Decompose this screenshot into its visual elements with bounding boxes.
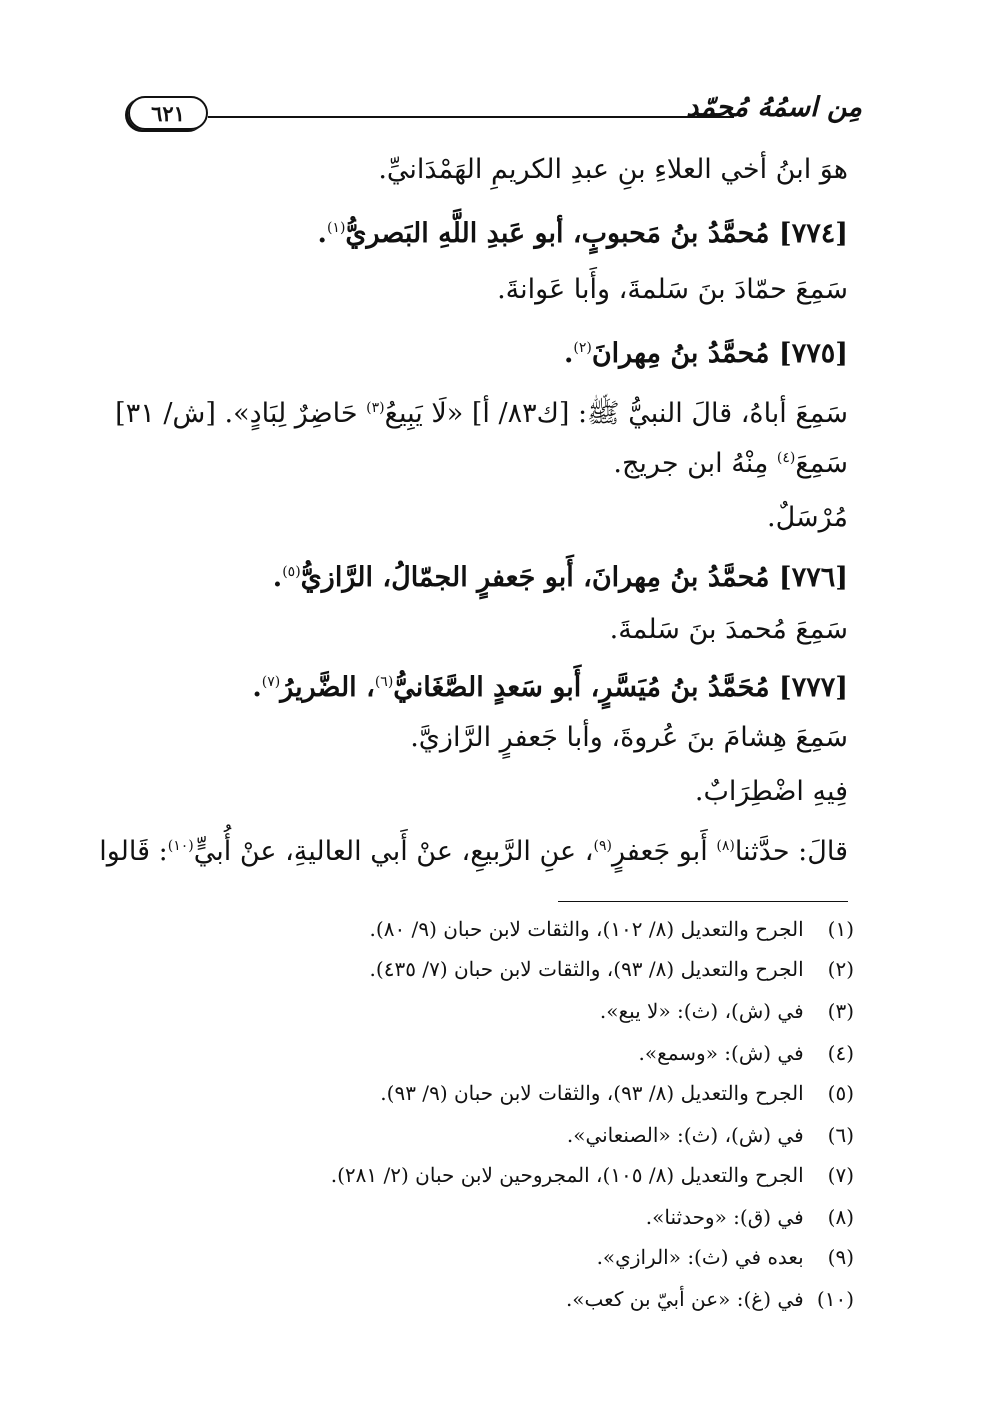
footnote-8 — [646, 1200, 854, 1234]
footnote-7 — [331, 1158, 854, 1192]
line-text: مُرْسَلٌ. — [766, 502, 848, 533]
line-text: . — [317, 218, 327, 249]
footnote-text: في (ش)، (ث): «لا يبع». — [599, 999, 804, 1023]
footnote-4 — [638, 1036, 854, 1070]
footnote-text: الجرح والتعديل (٨/ ٩٣)، والثقات لابن حبان (٩/ ٩٣). — [380, 1081, 804, 1105]
footnote-text: الجرح والتعديل (٨/ ١٠٥)، المجروحين لابن حبان (٢/ ٢٨١). — [330, 1163, 804, 1187]
footnote-ref: (٣) — [366, 400, 385, 416]
entry-heading-775 — [564, 328, 848, 368]
line-text: : قَالوا — [99, 836, 168, 867]
footnote-ref: (٢) — [573, 340, 592, 356]
line-text: . — [252, 672, 262, 703]
line-text: قالَ: حدَّثنا — [734, 836, 848, 867]
text-line — [115, 388, 848, 428]
text-line — [410, 718, 848, 758]
footnote-2 — [370, 952, 854, 986]
footnote-text: في (ق): «وحدثنا». — [645, 1205, 804, 1229]
line-text: سَمِعَ هِشامَ بنَ عُروةَ، وأبا جَعفرٍ الرَّازيَّ. — [410, 722, 848, 753]
entry-heading-776 — [273, 552, 848, 592]
footnote-ref: (٧) — [261, 674, 281, 690]
text-line — [378, 150, 848, 190]
footnote-ref: (٦) — [374, 674, 394, 690]
line-text: حَاضِرٌ لِبَادٍ». [ش/ ٣١] — [115, 398, 367, 429]
page-number: ٦٢١ — [128, 96, 208, 130]
footnote-number: (٧) — [827, 1163, 854, 1187]
footnote-number: (٣) — [827, 999, 854, 1023]
line-text: سَمِعَ حمّادَ بنَ سَلمةَ، وأَبا عَوانةَ. — [497, 274, 848, 305]
line-text: سَمِعَ أباهُ، قالَ النبيُّ ﷺ: [ك٨٣/ أ] «لَا يَبِيعُ — [384, 398, 848, 429]
footnote-1 — [370, 912, 854, 946]
footnote-number: (٩) — [827, 1245, 854, 1269]
running-title: مِن اسمُهُ مُحمّد — [686, 92, 862, 123]
line-text: . — [272, 562, 283, 593]
footnote-number: (٨) — [827, 1205, 854, 1229]
line-text: سَمِعَ مُحمدَ بنَ سَلمةَ. — [609, 614, 848, 645]
header-rule — [208, 116, 734, 118]
page-header — [128, 92, 862, 136]
line-text: أَبو جَعفرٍ — [611, 836, 717, 867]
footnote-text: في (غ): «عن أبيّ بن كعب». — [565, 1287, 804, 1311]
footnote-number: (٤) — [827, 1041, 854, 1065]
footnote-text: الجرح والتعديل (٨/ ٩٣)، والثقات لابن حبان (٧/ ٤٣٥). — [369, 957, 804, 981]
entry-heading-774 — [318, 208, 848, 248]
footnote-10 — [566, 1282, 854, 1316]
footnote-text: في (ش)، (ث): «الصنعاني». — [566, 1123, 804, 1147]
line-text: [٧٧٤] مُحمَّدُ بنُ مَحبوبٍ، أبو عَبدِ اللَّهِ البَصريُّ — [345, 218, 848, 249]
line-text: هوَ ابنُ أخي العلاءِ بنِ عبدِ الكريمِ الهَمْدَانيِّ. — [378, 154, 848, 185]
text-line — [767, 498, 848, 538]
footnote-number: (١) — [827, 917, 854, 941]
footnote-ref: (١) — [326, 220, 346, 236]
footnote-number: (٦) — [827, 1123, 854, 1147]
footnote-text: الجرح والتعديل (٨/ ١٠٢)، والثقات لابن حبان (٩/ ٨٠). — [369, 917, 804, 941]
entry-heading-777 — [252, 662, 848, 702]
line-text: [٧٧٧] مُحَمَّدُ بنُ مُيَسَّرٍ، أَبو سَعدٍ الصَّغَانيُّ — [393, 672, 848, 703]
text-line — [610, 610, 848, 650]
line-text: [٧٧٥] مُحمَّدُ بنُ مِهرانَ — [591, 338, 848, 369]
text-line — [497, 270, 848, 310]
footnote-number: (٢) — [827, 957, 854, 981]
footnote-number: (٥) — [827, 1081, 854, 1105]
text-line — [613, 438, 848, 478]
footnote-number: (١٠) — [816, 1287, 854, 1311]
line-text: . — [563, 338, 574, 369]
footnote-3 — [600, 994, 854, 1028]
footnote-ref: (٥) — [282, 564, 301, 580]
text-line — [695, 772, 848, 812]
line-text: ، الضَّريرُ — [280, 672, 375, 703]
footnote-ref: (٩) — [593, 838, 612, 854]
footnote-ref: (٨) — [716, 838, 735, 854]
footnote-5 — [380, 1076, 854, 1110]
footnote-9 — [597, 1240, 854, 1274]
footnote-ref: (٤) — [776, 450, 796, 466]
line-text: سَمِعَ — [795, 448, 848, 479]
line-text: [٧٧٦] مُحمَّدُ بنُ مِهرانَ، أَبو جَعفرٍ الجمّالُ، الرَّازيُّ — [300, 562, 848, 593]
line-text: ، عنِ الرَّبيعِ، عنْ أَبي العاليةِ، عنْ أُبيٍّ — [193, 836, 594, 867]
line-text: مِنْهُ ابن جريج. — [613, 448, 777, 479]
footnote-separator — [558, 901, 848, 902]
line-text: فِيهِ اضْطِرَابٌ. — [694, 776, 848, 807]
footnote-ref: (١٠) — [167, 838, 194, 854]
footnote-text: في (ش): «وسمع». — [638, 1041, 804, 1065]
footnote-6 — [567, 1118, 854, 1152]
text-line — [99, 826, 848, 866]
footnote-text: بعده في (ث): «الرازي». — [596, 1245, 804, 1269]
